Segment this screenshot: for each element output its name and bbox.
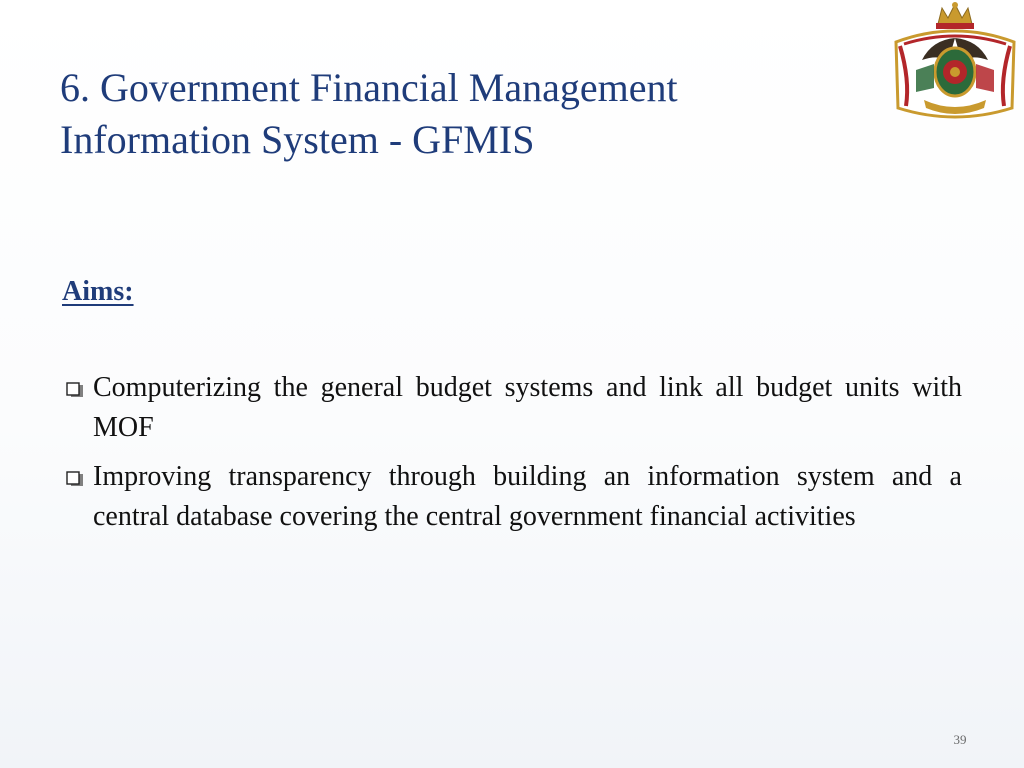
hollow-square-bullet-icon bbox=[66, 471, 84, 487]
bullet-item bbox=[62, 457, 962, 537]
coat-of-arms-icon bbox=[886, 0, 1024, 128]
title-line-1: 6. Government Financial Management bbox=[60, 65, 678, 110]
slide-title bbox=[60, 62, 860, 166]
bullet-list bbox=[62, 368, 962, 546]
page-number: 39 bbox=[953, 732, 967, 747]
hollow-square-bullet-icon bbox=[66, 382, 84, 398]
bullet-text: Computerizing the general budget systems and link all budget units with MOF bbox=[93, 372, 962, 443]
bullet-text: Improving transparency through building an information system and a central database covering the central government financial activities bbox=[93, 461, 962, 532]
bullet-item bbox=[62, 368, 962, 448]
title-line-2: Information System - GFMIS bbox=[60, 117, 535, 162]
aims-heading: Aims: bbox=[62, 276, 134, 307]
